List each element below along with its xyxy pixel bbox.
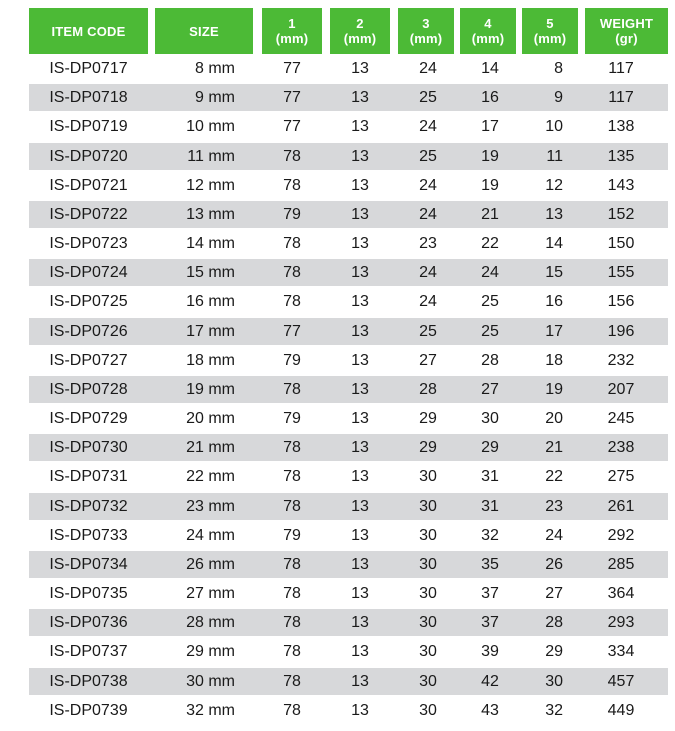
dim-5-cell: 17	[545, 322, 563, 340]
table-row	[0, 287, 675, 316]
weight-cell: 275	[607, 468, 635, 486]
table-row	[0, 54, 675, 83]
dim-5-cell: 27	[545, 585, 563, 603]
size-cell: 29 mm	[186, 643, 235, 661]
dim-1-cell: 77	[283, 118, 301, 136]
size-cell: 21 mm	[186, 439, 235, 457]
item-code-cell: IS-DP0719	[49, 118, 128, 136]
table-row	[0, 579, 675, 608]
size-cell: 10 mm	[186, 118, 235, 136]
dim-4-cell: 24	[481, 264, 499, 282]
item-code-cell: IS-DP0723	[49, 235, 128, 253]
item-code-cell: IS-DP0725	[49, 293, 128, 311]
item-code-cell: IS-DP0733	[49, 526, 128, 544]
item-code-cell: IS-DP0739	[49, 701, 128, 719]
dim-5-cell: 23	[545, 497, 563, 515]
dim-5-cell: 13	[545, 205, 563, 223]
table-row	[0, 433, 675, 462]
dim-4-cell: 16	[481, 89, 499, 107]
dim-1-cell: 78	[283, 380, 301, 398]
header-weight	[585, 8, 668, 54]
dim-1-cell: 78	[283, 497, 301, 515]
table-row	[0, 521, 675, 550]
dim-3-cell: 23	[419, 235, 437, 253]
weight-cell: 292	[607, 526, 635, 544]
dim-4-cell: 37	[481, 585, 499, 603]
dim-5-cell: 10	[545, 118, 563, 136]
dim-4-cell: 35	[481, 555, 499, 573]
dim-1-cell: 78	[283, 264, 301, 282]
size-cell: 11 mm	[187, 147, 235, 165]
dim-3-cell: 30	[419, 526, 437, 544]
dim-3-cell: 30	[419, 701, 437, 719]
header-col-2	[330, 8, 390, 54]
size-cell: 32 mm	[186, 701, 235, 719]
dim-5-cell: 20	[545, 410, 563, 428]
table-row	[0, 608, 675, 637]
size-cell: 8 mm	[195, 60, 235, 77]
dim-2-cell: 13	[351, 60, 369, 77]
dim-1-cell: 78	[283, 585, 301, 603]
dim-4-cell: 25	[481, 293, 499, 311]
weight-cell: 150	[607, 235, 635, 253]
dim-2-cell: 13	[351, 89, 369, 107]
weight-cell: 364	[607, 585, 635, 603]
table-row	[0, 492, 675, 521]
item-code-cell: IS-DP0720	[49, 147, 128, 165]
header-item-code-label: ITEM CODE	[51, 23, 126, 39]
dim-3-cell: 25	[419, 147, 437, 165]
dim-3-cell: 24	[419, 293, 437, 311]
table-row	[0, 171, 675, 200]
header-col-3	[398, 8, 454, 54]
dim-1-cell: 79	[283, 410, 301, 428]
dim-2-cell: 13	[351, 555, 369, 573]
item-code-cell: IS-DP0738	[49, 672, 128, 690]
dim-4-cell: 31	[481, 468, 499, 486]
dim-5-cell: 15	[545, 264, 563, 282]
dim-3-cell: 30	[419, 672, 437, 690]
dim-4-cell: 31	[481, 497, 499, 515]
dim-3-cell: 30	[419, 585, 437, 603]
dim-1-cell: 78	[283, 176, 301, 194]
dim-3-cell: 30	[419, 614, 437, 632]
header-col-4	[460, 8, 516, 54]
size-cell: 15 mm	[186, 264, 235, 282]
weight-cell: 245	[607, 410, 635, 428]
dim-2-cell: 13	[351, 147, 369, 165]
item-code-cell: IS-DP0726	[49, 322, 128, 340]
dim-4-cell: 43	[481, 701, 499, 719]
header-item-code	[29, 8, 148, 54]
dim-3-cell: 25	[419, 322, 437, 340]
weight-cell: 285	[607, 555, 635, 573]
dim-1-cell: 78	[283, 701, 301, 719]
dim-2-cell: 13	[351, 614, 369, 632]
dim-4-cell: 19	[481, 147, 499, 165]
item-code-cell: IS-DP0732	[49, 497, 128, 515]
dim-3-cell: 27	[419, 351, 437, 369]
dim-2-cell: 13	[351, 293, 369, 311]
weight-cell: 449	[607, 701, 635, 719]
dim-3-cell: 29	[419, 410, 437, 428]
item-code-cell: IS-DP0735	[49, 585, 128, 603]
size-cell: 30 mm	[186, 672, 235, 690]
weight-cell: 143	[607, 176, 635, 194]
weight-cell: 238	[607, 439, 635, 457]
weight-cell: 155	[607, 264, 635, 282]
dim-4-cell: 25	[481, 322, 499, 340]
dim-1-cell: 78	[283, 147, 301, 165]
table-body	[0, 54, 675, 725]
table-row	[0, 375, 675, 404]
item-code-cell: IS-DP0717	[49, 60, 128, 77]
dim-5-cell: 28	[545, 614, 563, 632]
weight-cell: 232	[607, 351, 635, 369]
item-code-cell: IS-DP0730	[49, 439, 128, 457]
table-row	[0, 142, 675, 171]
header-weight-label: WEIGHT	[599, 16, 654, 31]
dim-1-cell: 78	[283, 672, 301, 690]
dim-3-cell: 30	[419, 555, 437, 573]
weight-cell: 293	[607, 614, 635, 632]
dim-2-cell: 13	[351, 643, 369, 661]
size-cell: 23 mm	[186, 497, 235, 515]
size-cell: 17 mm	[186, 322, 235, 340]
dim-5-cell: 9	[554, 89, 563, 107]
dim-2-cell: 13	[351, 672, 369, 690]
dim-2-cell: 13	[351, 351, 369, 369]
size-cell: 14 mm	[186, 235, 235, 253]
dim-3-cell: 24	[419, 205, 437, 223]
dim-5-cell: 21	[545, 439, 563, 457]
header-col-5-number: 5	[546, 16, 554, 31]
header-col-4-unit: (mm)	[471, 31, 505, 46]
weight-cell: 117	[608, 60, 634, 77]
size-cell: 24 mm	[186, 526, 235, 544]
dim-2-cell: 13	[351, 410, 369, 428]
weight-cell: 196	[607, 322, 635, 340]
dim-4-cell: 27	[481, 380, 499, 398]
dim-2-cell: 13	[351, 264, 369, 282]
size-cell: 12 mm	[186, 176, 235, 194]
header-weight-unit: (gr)	[615, 31, 638, 46]
table-row	[0, 637, 675, 666]
dim-3-cell: 30	[419, 643, 437, 661]
dim-3-cell: 24	[419, 264, 437, 282]
size-cell: 9 mm	[195, 89, 235, 107]
dim-4-cell: 17	[481, 118, 499, 136]
table-row	[0, 462, 675, 491]
header-col-1	[262, 8, 322, 54]
dim-4-cell: 19	[481, 176, 499, 194]
table-row	[0, 200, 675, 229]
dim-4-cell: 14	[481, 60, 499, 77]
item-code-cell: IS-DP0731	[49, 468, 128, 486]
dim-5-cell: 30	[545, 672, 563, 690]
weight-cell: 138	[607, 118, 635, 136]
dim-5-cell: 18	[545, 351, 563, 369]
size-cell: 18 mm	[186, 351, 235, 369]
dim-3-cell: 30	[419, 497, 437, 515]
dim-1-cell: 79	[283, 526, 301, 544]
dim-5-cell: 11	[546, 147, 563, 165]
item-code-cell: IS-DP0721	[49, 176, 128, 194]
table-row	[0, 550, 675, 579]
dim-3-cell: 24	[419, 118, 437, 136]
dim-5-cell: 16	[545, 293, 563, 311]
dim-5-cell: 24	[545, 526, 563, 544]
item-code-cell: IS-DP0718	[49, 89, 128, 107]
dim-2-cell: 13	[351, 468, 369, 486]
weight-cell: 117	[608, 89, 634, 107]
header-col-3-unit: (mm)	[409, 31, 443, 46]
table-row	[0, 258, 675, 287]
dim-5-cell: 22	[545, 468, 563, 486]
dim-2-cell: 13	[351, 322, 369, 340]
dim-5-cell: 26	[545, 555, 563, 573]
weight-cell: 135	[607, 147, 635, 165]
size-cell: 19 mm	[186, 380, 235, 398]
dim-1-cell: 78	[283, 614, 301, 632]
dim-2-cell: 13	[351, 205, 369, 223]
dim-4-cell: 37	[481, 614, 499, 632]
dim-2-cell: 13	[351, 439, 369, 457]
header-col-1-number: 1	[288, 16, 296, 31]
dim-3-cell: 24	[419, 176, 437, 194]
item-code-cell: IS-DP0734	[49, 555, 128, 573]
weight-cell: 261	[607, 497, 635, 515]
dim-5-cell: 19	[545, 380, 563, 398]
table-row	[0, 83, 675, 112]
table-header	[0, 8, 675, 54]
dim-3-cell: 28	[419, 380, 437, 398]
header-col-2-number: 2	[356, 16, 364, 31]
dim-1-cell: 78	[283, 555, 301, 573]
dim-3-cell: 25	[419, 89, 437, 107]
dim-2-cell: 13	[351, 118, 369, 136]
table-row	[0, 317, 675, 346]
table-row	[0, 667, 675, 696]
item-code-cell: IS-DP0729	[49, 410, 128, 428]
item-code-cell: IS-DP0724	[49, 264, 128, 282]
dim-5-cell: 29	[545, 643, 563, 661]
dim-4-cell: 28	[481, 351, 499, 369]
dim-5-cell: 14	[545, 235, 563, 253]
dim-1-cell: 78	[283, 468, 301, 486]
dim-1-cell: 79	[283, 351, 301, 369]
dim-3-cell: 29	[419, 439, 437, 457]
dim-3-cell: 24	[419, 60, 437, 77]
weight-cell: 457	[607, 672, 635, 690]
size-cell: 27 mm	[186, 585, 235, 603]
weight-cell: 156	[607, 293, 635, 311]
item-code-cell: IS-DP0736	[49, 614, 128, 632]
header-col-4-number: 4	[484, 16, 492, 31]
dim-1-cell: 78	[283, 643, 301, 661]
size-cell: 20 mm	[186, 410, 235, 428]
weight-cell: 207	[607, 380, 635, 398]
table-row	[0, 404, 675, 433]
weight-cell: 152	[607, 205, 635, 223]
dim-1-cell: 77	[283, 60, 301, 77]
table-row	[0, 112, 675, 141]
dim-4-cell: 39	[481, 643, 499, 661]
dim-4-cell: 21	[481, 205, 499, 223]
dim-1-cell: 77	[283, 322, 301, 340]
table-row	[0, 346, 675, 375]
dim-1-cell: 78	[283, 235, 301, 253]
item-code-cell: IS-DP0737	[49, 643, 128, 661]
size-cell: 22 mm	[186, 468, 235, 486]
dim-5-cell: 12	[545, 176, 563, 194]
weight-cell: 334	[607, 643, 635, 661]
dim-4-cell: 29	[481, 439, 499, 457]
dim-2-cell: 13	[351, 380, 369, 398]
dim-4-cell: 30	[481, 410, 499, 428]
header-col-5-unit: (mm)	[533, 31, 567, 46]
table-row	[0, 696, 675, 725]
header-col-1-unit: (mm)	[275, 31, 309, 46]
dim-1-cell: 78	[283, 439, 301, 457]
dim-3-cell: 30	[419, 468, 437, 486]
dim-2-cell: 13	[351, 585, 369, 603]
dim-1-cell: 79	[283, 205, 301, 223]
dim-4-cell: 32	[481, 526, 499, 544]
dim-2-cell: 13	[351, 497, 369, 515]
dim-2-cell: 13	[351, 526, 369, 544]
size-cell: 13 mm	[186, 205, 235, 223]
header-col-2-unit: (mm)	[343, 31, 377, 46]
dim-2-cell: 13	[351, 176, 369, 194]
dim-4-cell: 22	[481, 235, 499, 253]
header-size-label: SIZE	[189, 23, 219, 39]
item-code-cell: IS-DP0727	[49, 351, 128, 369]
size-cell: 16 mm	[186, 293, 235, 311]
table-row	[0, 229, 675, 258]
item-code-cell: IS-DP0728	[49, 380, 128, 398]
dim-2-cell: 13	[351, 701, 369, 719]
size-cell: 28 mm	[186, 614, 235, 632]
dim-4-cell: 42	[481, 672, 499, 690]
size-cell: 26 mm	[186, 555, 235, 573]
dim-5-cell: 32	[545, 701, 563, 719]
dim-1-cell: 78	[283, 293, 301, 311]
dim-5-cell: 8	[554, 60, 563, 77]
dim-2-cell: 13	[351, 235, 369, 253]
header-size	[155, 8, 253, 54]
dim-1-cell: 77	[283, 89, 301, 107]
header-col-3-number: 3	[422, 16, 430, 31]
header-col-5	[522, 8, 578, 54]
item-code-cell: IS-DP0722	[49, 205, 128, 223]
